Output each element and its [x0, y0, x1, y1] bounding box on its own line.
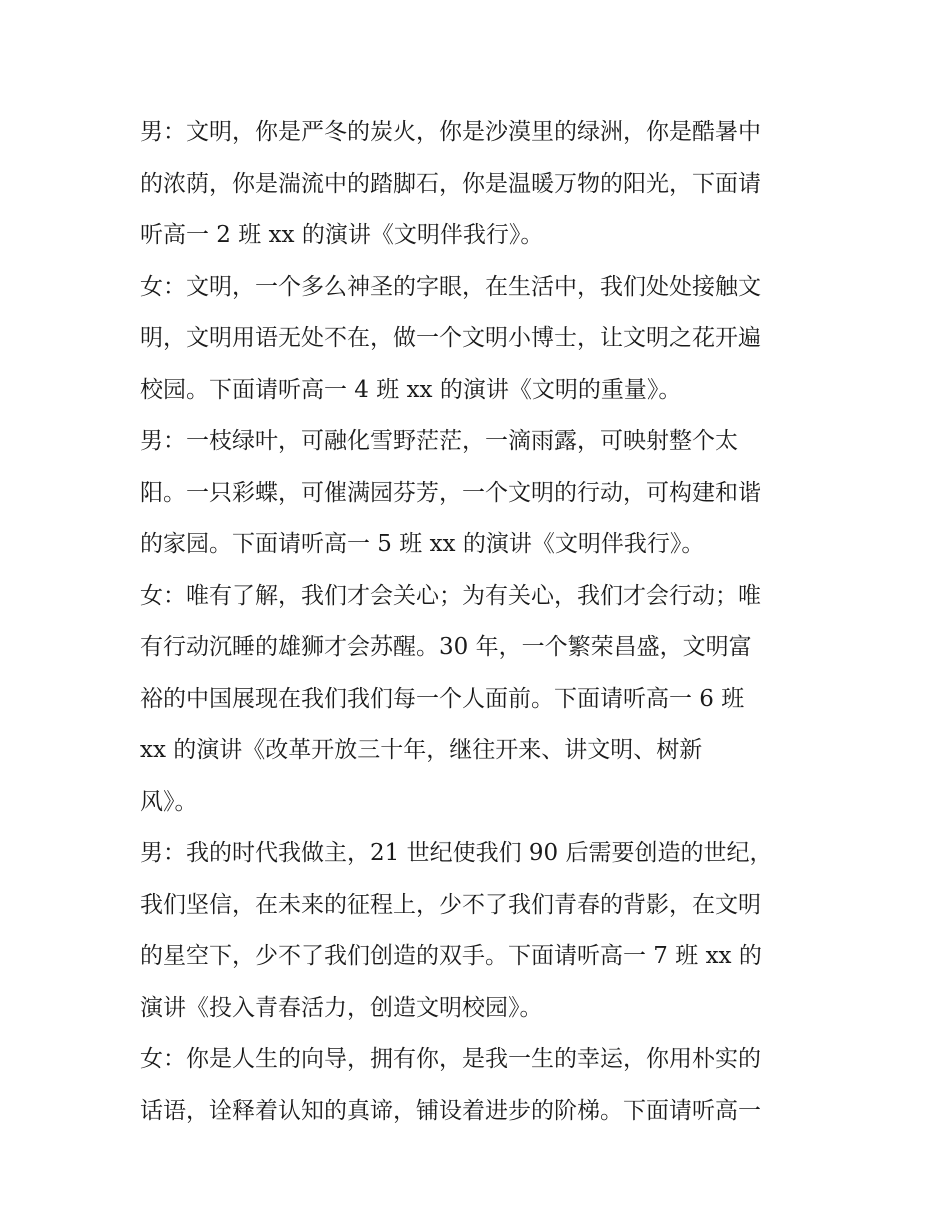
text-line: 明，文明用语无处不在，做一个文明小博士，让文明之花开遍: [140, 325, 761, 351]
text-line: 听高一 2 班 xx 的演讲《文明伴我行》。: [140, 222, 544, 248]
text-line: 话语，诠释着认知的真谛，铺设着进步的阶梯。下面请听高一: [140, 1097, 761, 1124]
text-line: 演讲《投入青春活力，创造文明校园》。: [140, 994, 543, 1021]
text-line: 的星空下，少不了我们创造的双手。下面请听高一 7 班 xx 的: [140, 943, 762, 969]
text-line: 的家园。下面请听高一 5 班 xx 的演讲《文明伴我行》。: [140, 531, 705, 557]
text-line: 我们坚信，在未来的征程上，少不了我们青春的背影，在文明: [140, 891, 761, 918]
text-line: 裕的中国展现在我们我们每一个人面前。下面请听高一 6 班: [140, 685, 745, 712]
text-line: 男：我的时代我做主，21 世纪使我们 90 后需要创造的世纪，: [140, 840, 773, 866]
text-line: 男：文明，你是严冬的炭火，你是沙漠里的绿洲，你是酷暑中: [140, 119, 761, 145]
text-line: 有行动沉睡的雄狮才会苏醒。30 年，一个繁荣昌盛，文明富: [140, 634, 752, 660]
text-line: 女：你是人生的向导，拥有你，是我一生的幸运，你用朴实的: [140, 1046, 761, 1072]
text-line: 女：唯有了解，我们才会关心；为有关心，我们才会行动；唯: [140, 582, 761, 609]
document-body: [140, 107, 820, 1137]
text-line: 校园。下面请听高一 4 班 xx 的演讲《文明的重量》。: [140, 376, 682, 403]
text-line: 风》。: [140, 788, 198, 815]
text-line: 阳。一只彩蝶，可催满园芬芳，一个文明的行动，可构建和谐: [140, 479, 761, 506]
text-line: 女：文明，一个多么神圣的字眼，在生活中，我们处处接触文: [140, 273, 761, 300]
text-line: 男：一枝绿叶，可融化雪野茫茫，一滴雨露，可映射整个太: [140, 428, 738, 454]
text-line: 的浓荫，你是湍流中的踏脚石，你是温暖万物的阳光，下面请: [140, 170, 761, 197]
text-line: xx 的演讲《改革开放三十年，继往开来、讲文明、树新: [140, 737, 703, 763]
